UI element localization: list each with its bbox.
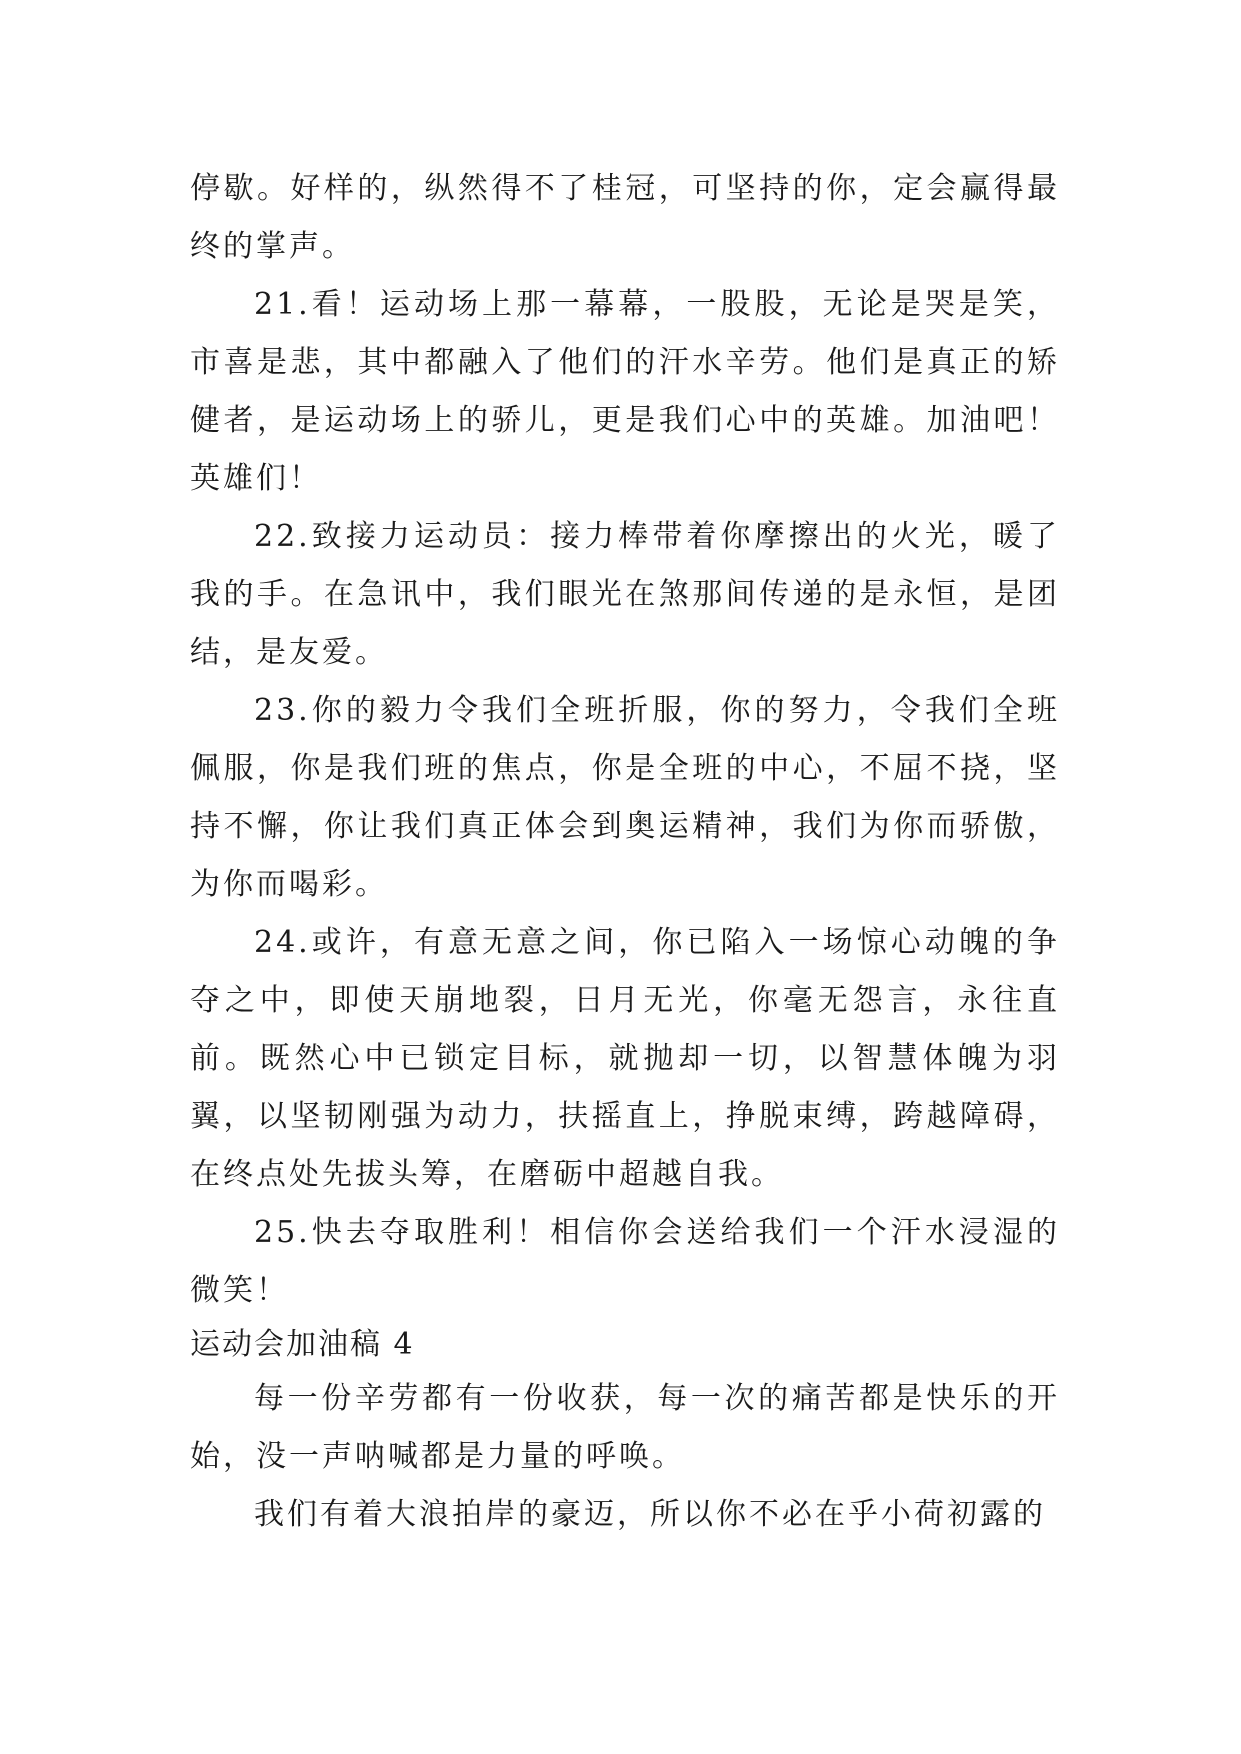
paragraph-item-24: 24.或许，有意无意之间，你已陷入一场惊心动魄的争夺之中，即使天崩地裂，日月无光，你毫无怨言，永往直前。既然心中已锁定目标，就抛却一切，以智慧体魄为羽翼，以坚韧刚强为动力，扶摇直上，挣脱束缚，跨越障碍，在终点处先拔头筹，在磨砺中超越自我。 <box>190 925 1060 1192</box>
document-body <box>190 160 1060 1544</box>
paragraph-item-25: 25.快去夺取胜利！相信你会送给我们一个汗水浸湿的微笑！ <box>190 1215 1060 1308</box>
paragraph-continuation: 停歇。好样的，纵然得不了桂冠，可坚持的你，定会赢得最终的掌声。 <box>190 171 1060 264</box>
paragraph-item-21: 21.看！运动场上那一幕幕，一股股，无论是哭是笑，市喜是悲，其中都融入了他们的汗水辛劳。他们是真正的矫健者，是运动场上的骄儿，更是我们心中的英雄。加油吧！英雄们！ <box>190 287 1060 496</box>
section-heading: 运动会加油稿 4 <box>190 1327 415 1362</box>
paragraph-item-22: 22.致接力运动员：接力棒带着你摩擦出的火光，暖了我的手。在急讯中，我们眼光在煞那间传递的是永恒，是团结，是友爱。 <box>190 519 1060 670</box>
paragraph-item-23: 23.你的毅力令我们全班折服，你的努力，令我们全班佩服，你是我们班的焦点，你是全班的中心，不屈不挠，坚持不懈，你让我们真正体会到奥运精神，我们为你而骄傲，为你而喝彩。 <box>190 693 1060 902</box>
paragraph-section4-1: 每一份辛劳都有一份收获，每一次的痛苦都是快乐的开始，没一声呐喊都是力量的呼唤。 <box>190 1381 1060 1474</box>
paragraph-section4-2: 我们有着大浪拍岸的豪迈，所以你不必在乎小荷初露的 <box>254 1497 1046 1532</box>
